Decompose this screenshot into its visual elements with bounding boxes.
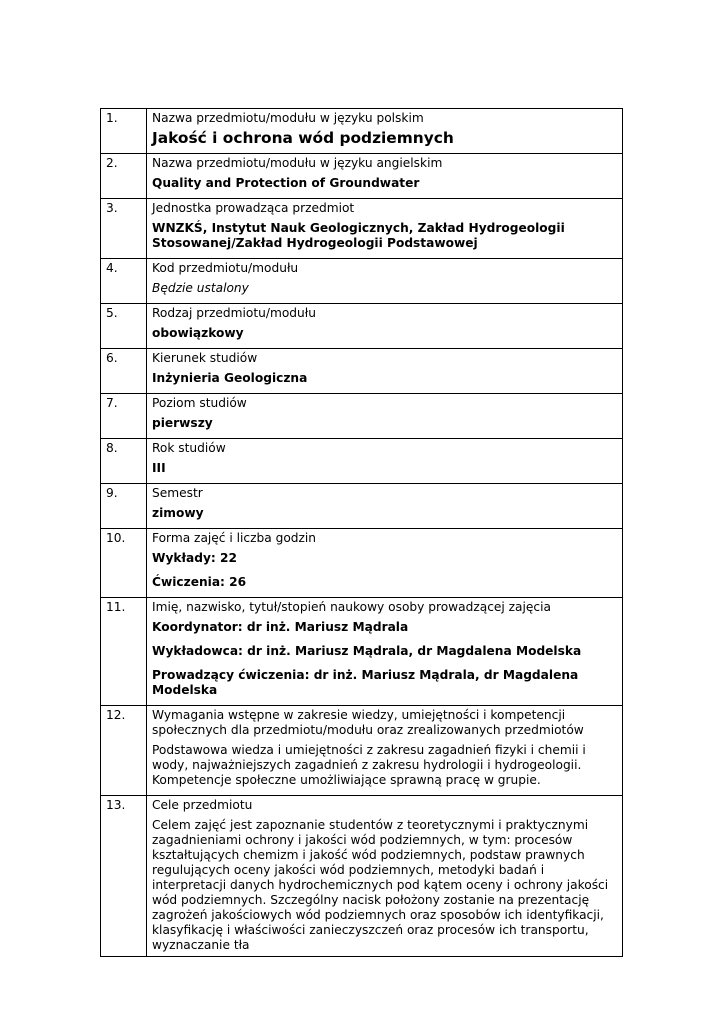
row-value: Inżynieria Geologiczna — [152, 371, 308, 385]
row-number: 11. — [101, 598, 147, 706]
table-row — [101, 529, 623, 598]
row-number: 4. — [101, 259, 147, 304]
table-row — [101, 349, 623, 394]
row-number: 8. — [101, 439, 147, 484]
row-content — [147, 598, 623, 706]
row-value: Prowadzący ćwiczenia: dr inż. Mariusz Mądrala, dr Magdalena Modelska — [152, 668, 579, 697]
row-content — [147, 304, 623, 349]
row-value: Podstawowa wiedza i umiejętności z zakresu zagadnień fizyki i chemii i wody, najważniejszych zagadnień z zakresu hydrologii i hydrogeologii. Kompetencje społeczne umożliwiające sprawną pracę w grupie. — [152, 743, 586, 787]
row-label: Kierunek studiów — [152, 351, 258, 365]
row-content — [147, 259, 623, 304]
row-label: Nazwa przedmiotu/modułu w języku polskim — [152, 111, 424, 125]
row-value: Wykłady: 22 — [152, 551, 237, 565]
table-row — [101, 796, 623, 957]
row-value: Jakość i ochrona wód podziemnych — [152, 129, 454, 147]
row-label: Wymagania wstępne w zakresie wiedzy, umiejętności i kompetencji społecznych dla przedmiotu/modułu oraz zrealizowanych przedmiotów — [152, 708, 584, 737]
row-label: Forma zajęć i liczba godzin — [152, 531, 317, 545]
row-value: WNZKŚ, Instytut Nauk Geologicznych, Zakład Hydrogeologii Stosowanej/Zakład Hydrogeologii Podstawowej — [152, 221, 565, 250]
table-row — [101, 199, 623, 259]
row-content — [147, 439, 623, 484]
row-number: 9. — [101, 484, 147, 529]
row-value: Koordynator: dr inż. Mariusz Mądrala — [152, 620, 409, 634]
row-content — [147, 349, 623, 394]
row-value: zimowy — [152, 506, 204, 520]
table-row — [101, 484, 623, 529]
syllabus-table — [100, 108, 623, 957]
row-value: Będzie ustalony — [152, 281, 249, 295]
table-row — [101, 706, 623, 796]
table-row — [101, 109, 623, 154]
row-value: III — [152, 461, 166, 475]
row-number: 10. — [101, 529, 147, 598]
row-value: Celem zajęć jest zapoznanie studentów z teoretycznymi i praktycznymi zagadnieniami ochrony i jakości wód podziemnych, w tym: procesów kształtujących chemizm i jakość wód podziemnych, podstaw prawnych regulujących oceny jakości wód podziemnych, metodyki badań i interpretacji danych hydrochemicznych pod kątem oceny i ochrony jakości wód podziemnych. Szczególny nacisk położony zostanie na prezentację zagrożeń jakościowych wód podziemnych oraz sposobów ich identyfikacji, klasyfikację i właściwości zanieczyszczeń oraz procesów ich transportu, wyznaczanie tła — [152, 818, 609, 952]
table-row — [101, 439, 623, 484]
row-number: 6. — [101, 349, 147, 394]
row-content — [147, 529, 623, 598]
row-value: Ćwiczenia: 26 — [152, 575, 247, 589]
row-value: Wykładowca: dr inż. Mariusz Mądrala, dr Magdalena Modelska — [152, 644, 582, 658]
row-content — [147, 154, 623, 199]
row-content — [147, 394, 623, 439]
table-row — [101, 259, 623, 304]
row-number: 3. — [101, 199, 147, 259]
table-row — [101, 598, 623, 706]
row-label: Semestr — [152, 486, 203, 500]
row-value: pierwszy — [152, 416, 213, 430]
row-number: 1. — [101, 109, 147, 154]
row-number: 2. — [101, 154, 147, 199]
table-row — [101, 304, 623, 349]
row-label: Nazwa przedmiotu/modułu w języku angielskim — [152, 156, 443, 170]
table-row — [101, 154, 623, 199]
row-label: Rodzaj przedmiotu/modułu — [152, 306, 316, 320]
row-content — [147, 484, 623, 529]
row-content — [147, 796, 623, 957]
table-row — [101, 394, 623, 439]
row-label: Kod przedmiotu/modułu — [152, 261, 299, 275]
row-value: Quality and Protection of Groundwater — [152, 176, 420, 190]
row-label: Imię, nazwisko, tytuł/stopień naukowy osoby prowadzącej zajęcia — [152, 600, 551, 614]
row-value: obowiązkowy — [152, 326, 244, 340]
row-number: 13. — [101, 796, 147, 957]
row-content — [147, 109, 623, 154]
row-label: Poziom studiów — [152, 396, 247, 410]
row-number: 12. — [101, 706, 147, 796]
row-number: 5. — [101, 304, 147, 349]
row-label: Rok studiów — [152, 441, 226, 455]
row-content — [147, 706, 623, 796]
row-number: 7. — [101, 394, 147, 439]
row-content — [147, 199, 623, 259]
row-label: Cele przedmiotu — [152, 798, 253, 812]
row-label: Jednostka prowadząca przedmiot — [152, 201, 355, 215]
